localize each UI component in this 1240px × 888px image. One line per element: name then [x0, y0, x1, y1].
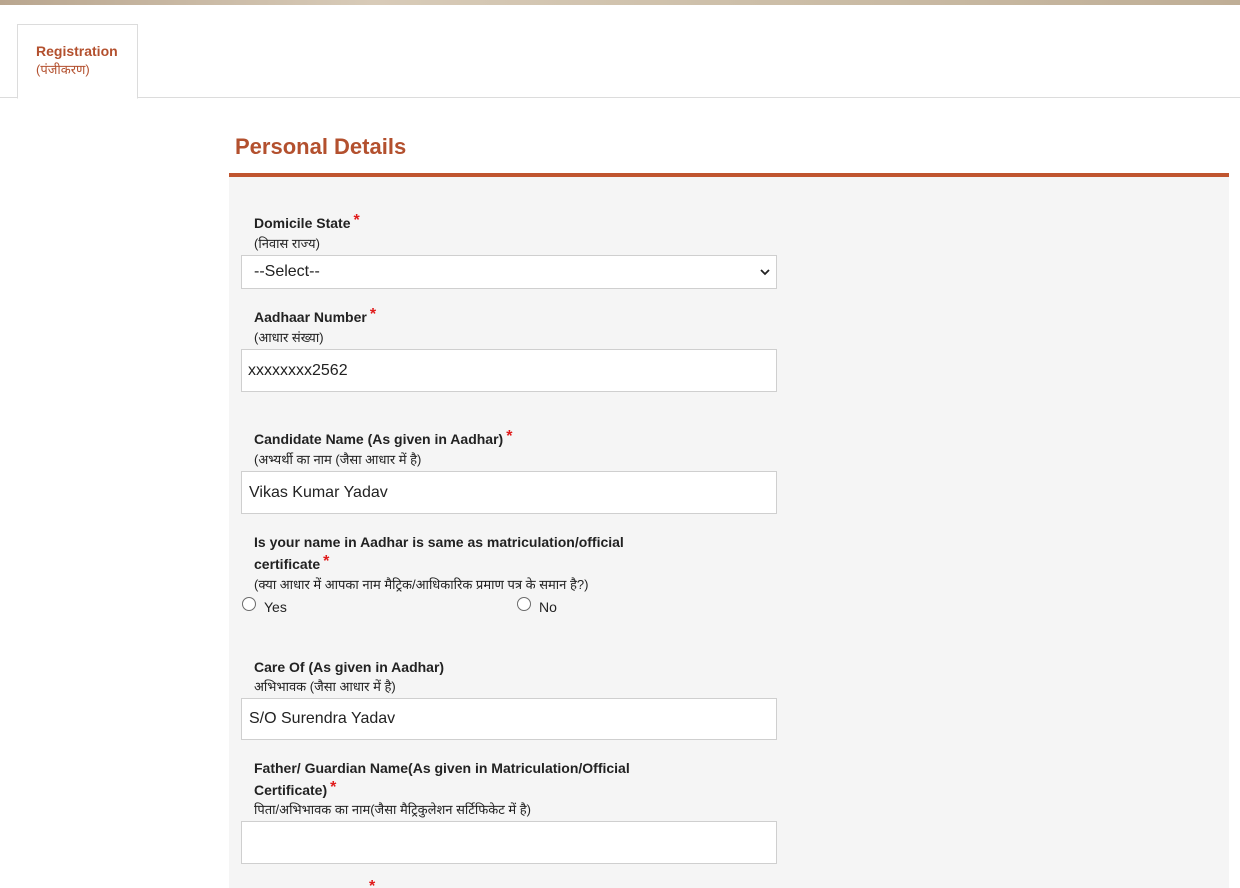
required-marker: * [506, 428, 513, 445]
aadhaar-number-input[interactable] [241, 349, 777, 392]
candidate-name-input[interactable] [241, 471, 777, 514]
care-of-label: Care Of (As given in Aadhar) [254, 659, 445, 675]
aadhaar-number-label [254, 306, 376, 329]
care-of-value: S/O Surendra Yadav [249, 710, 396, 727]
required-marker: * [323, 553, 330, 570]
radio-yes-label: Yes [264, 599, 287, 615]
father-name-label-hindi: पिता/अभिभावक का नाम(जैसा मैट्रिकुलेशन सर्टिफिकेट में है) [254, 802, 531, 817]
radio-yes[interactable] [242, 597, 256, 611]
same-name-question-line1: Is your name in Aadhar is same as matriculation/official [254, 534, 624, 550]
tab-registration-label-hindi: (पंजीकरण) [36, 62, 90, 77]
next-field-required-marker [366, 878, 375, 888]
section-title: Personal Details [235, 134, 407, 159]
father-name-label-line1: Father/ Guardian Name(As given in Matriculation/Official [254, 760, 630, 776]
chevron-down-icon [760, 267, 770, 277]
aadhaar-number-label-text: Aadhaar Number [254, 309, 367, 325]
domicile-state-label [254, 212, 360, 235]
radio-no-label: No [539, 599, 557, 615]
candidate-name-label-hindi: (अभ्यर्थी का नाम (जैसा आधार में है) [254, 452, 422, 467]
domicile-state-label-hindi: (निवास राज्य) [254, 236, 320, 251]
tab-registration[interactable] [17, 24, 138, 99]
same-name-question-line2 [254, 553, 329, 576]
aadhaar-number-value: xxxxxxxx2562 [248, 361, 348, 379]
required-marker: * [369, 306, 377, 323]
care-of-label-hindi: अभिभावक (जैसा आधार में है) [254, 679, 396, 694]
father-name-label-line2 [254, 779, 336, 802]
candidate-name-label-text: Candidate Name (As given in Aadhar) [254, 431, 504, 447]
domicile-state-select[interactable] [241, 255, 777, 289]
radio-no[interactable] [517, 597, 531, 611]
same-name-question-hindi: (क्या आधार में आपका नाम मैट्रिक/आधिकारिक प्रमाण पत्र के समान है?) [254, 577, 589, 592]
domicile-state-label-text: Domicile State [254, 215, 351, 231]
domicile-state-selected-value: --Select-- [254, 263, 320, 280]
header-banner-strip [0, 0, 1240, 5]
tab-registration-label: Registration [36, 43, 118, 59]
aadhaar-number-label-hindi: (आधार संख्या) [254, 330, 324, 345]
required-marker: * [353, 212, 360, 229]
candidate-name-label [254, 428, 512, 451]
care-of-input[interactable] [241, 698, 777, 740]
same-name-question-line2-text: certificate [254, 556, 321, 572]
father-name-input[interactable] [241, 821, 777, 864]
required-marker: * [369, 878, 376, 888]
candidate-name-value: Vikas Kumar Yadav [249, 483, 388, 501]
required-marker: * [330, 779, 337, 796]
father-name-label-line2-text: Certificate) [254, 782, 328, 798]
tab-bar-line [0, 97, 1240, 98]
